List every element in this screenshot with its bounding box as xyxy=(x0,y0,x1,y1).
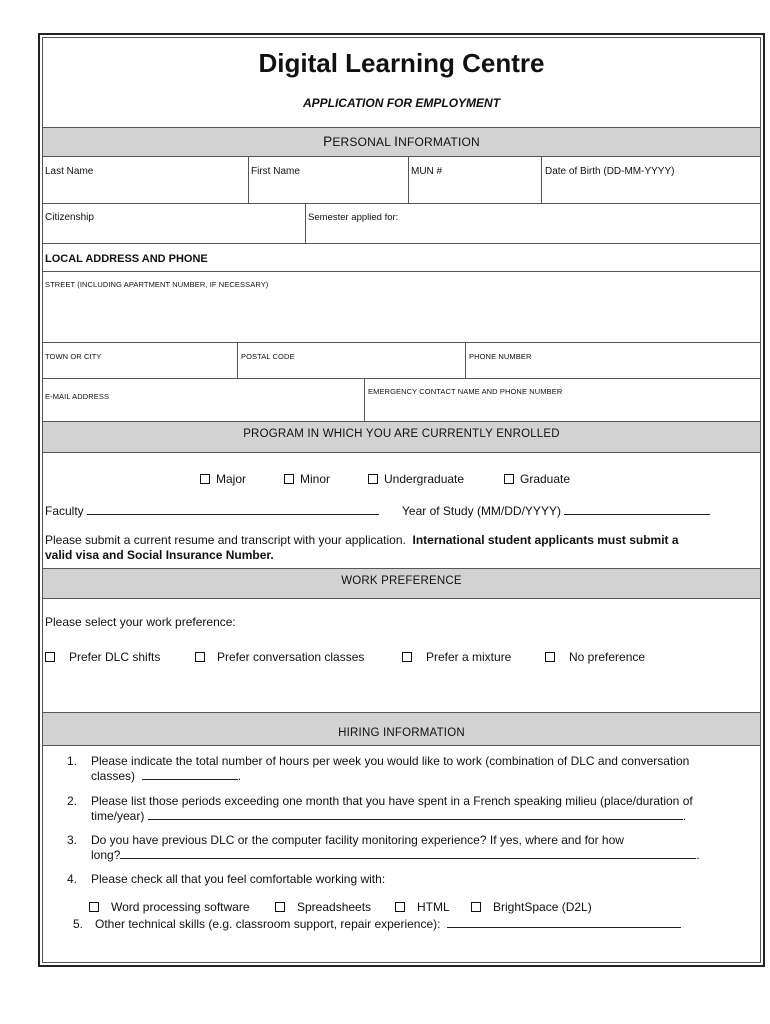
postal-code-label: POSTAL CODE xyxy=(241,352,295,361)
citizenship-label: Citizenship xyxy=(45,212,94,223)
email-field[interactable] xyxy=(43,378,364,421)
street-field[interactable] xyxy=(43,271,764,342)
dob-field[interactable] xyxy=(541,157,764,203)
q5-text-line-1: Other technical skills (e.g. classroom support, repair experience): xyxy=(95,917,681,931)
q4-text-line-1: Please check all that you feel comfortable working with: xyxy=(91,872,386,886)
program-option-undergraduate[interactable]: Undergraduate xyxy=(368,472,464,486)
mun-field[interactable] xyxy=(408,157,541,203)
semester-field[interactable] xyxy=(305,203,764,243)
html-checkbox[interactable] xyxy=(395,902,405,912)
q2-input-line[interactable] xyxy=(148,809,683,820)
work-option-no-preference[interactable]: No preference xyxy=(545,650,645,664)
q1-input-line[interactable] xyxy=(142,769,238,780)
program-note-line-2: valid visa and Social Insurance Number. xyxy=(45,548,274,562)
dob-label: Date of Birth (DD-MM-YYYY) xyxy=(545,166,675,177)
no-preference-checkbox[interactable] xyxy=(545,652,555,662)
program-option-graduate[interactable]: Graduate xyxy=(504,472,570,486)
semester-label: Semester applied for: xyxy=(308,212,399,223)
brightspace-checkbox[interactable] xyxy=(471,902,481,912)
year-of-study-row xyxy=(402,504,710,518)
q5-number: 5. xyxy=(73,917,84,931)
skill-spreadsheets[interactable]: Spreadsheets xyxy=(275,900,371,914)
conversation-classes-checkbox[interactable] xyxy=(195,652,205,662)
year-of-study-label: Year of Study (MM/DD/YYYY) xyxy=(402,504,561,518)
q3-number: 3. xyxy=(67,833,78,847)
form-inner-border xyxy=(42,37,761,963)
year-of-study-input-line[interactable] xyxy=(564,504,710,515)
postal-code-field[interactable] xyxy=(237,342,465,378)
section-work-preference: WORK PREFERENCE xyxy=(43,568,760,599)
form-subtitle: APPLICATION FOR EMPLOYMENT xyxy=(302,96,501,110)
email-label: E-MAIL ADDRESS xyxy=(45,392,110,401)
application-form xyxy=(38,33,765,967)
town-field[interactable] xyxy=(43,342,237,378)
work-option-mixture[interactable]: Prefer a mixture xyxy=(402,650,511,664)
q1-text-line-2: classes) . xyxy=(91,769,242,783)
faculty-input-line[interactable] xyxy=(87,504,379,515)
major-checkbox[interactable] xyxy=(200,474,210,484)
q2-text-line-1: Please list those periods exceeding one month that you have spent in a French speaking milieu (place/duration of xyxy=(91,794,693,808)
q2-number: 2. xyxy=(67,794,78,808)
last-name-label: Last Name xyxy=(45,166,94,177)
q1-number: 1. xyxy=(67,754,78,768)
section-hiring-information: HIRING INFORMATION xyxy=(43,712,760,746)
q3-text-line-2: long? . xyxy=(91,848,700,862)
graduate-checkbox[interactable] xyxy=(504,474,514,484)
word-processing-checkbox[interactable] xyxy=(89,902,99,912)
q4-number: 4. xyxy=(67,872,78,886)
q5-input-line[interactable] xyxy=(447,917,681,928)
town-label: TOWN OR CITY xyxy=(45,352,102,361)
work-option-dlc-shifts[interactable]: Prefer DLC shifts xyxy=(45,650,160,664)
last-name-field[interactable] xyxy=(248,157,408,203)
first-name-label: First Name xyxy=(251,166,300,177)
mun-label: MUN # xyxy=(411,166,443,177)
mixture-checkbox[interactable] xyxy=(402,652,412,662)
program-option-major[interactable]: Major xyxy=(200,472,246,486)
section-program: PROGRAM IN WHICH YOU ARE CURRENTLY ENROLLED xyxy=(43,421,760,453)
emergency-contact-field[interactable] xyxy=(364,378,764,421)
q3-text-line-1: Do you have previous DLC or the computer facility monitoring experience? If yes, where and for how xyxy=(91,833,624,847)
dlc-shifts-checkbox[interactable] xyxy=(45,652,55,662)
q3-input-line[interactable] xyxy=(120,848,696,859)
phone-field[interactable] xyxy=(465,342,764,378)
skill-html[interactable]: HTML xyxy=(395,900,450,914)
q2-text-line-2: time/year) . xyxy=(91,809,687,823)
faculty-row xyxy=(45,504,379,518)
program-option-minor[interactable]: Minor xyxy=(284,472,330,486)
local-address-heading: LOCAL ADDRESS AND PHONE xyxy=(45,253,208,265)
spreadsheets-checkbox[interactable] xyxy=(275,902,285,912)
work-option-conversation-classes[interactable]: Prefer conversation classes xyxy=(195,650,364,664)
last-name-input-area[interactable] xyxy=(43,157,248,203)
faculty-label: Faculty xyxy=(45,504,84,518)
skill-word-processing[interactable]: Word processing software xyxy=(89,900,250,914)
undergraduate-checkbox[interactable] xyxy=(368,474,378,484)
minor-checkbox[interactable] xyxy=(284,474,294,484)
skill-brightspace[interactable]: BrightSpace (D2L) xyxy=(471,900,592,914)
phone-label: PHONE NUMBER xyxy=(469,352,532,361)
street-label: STREET (INCLUDING APARTMENT NUMBER, IF NECESSARY) xyxy=(45,280,269,289)
program-note-line-1: Please submit a current resume and transcript with your application. International student applicants must submit a xyxy=(45,533,679,547)
emergency-contact-label: EMERGENCY CONTACT NAME AND PHONE NUMBER xyxy=(368,387,563,396)
form-title: Digital Learning Centre xyxy=(258,48,545,78)
q1-text-line-1: Please indicate the total number of hours per week you would like to work (combination of DLC and conversation xyxy=(91,754,690,768)
section-personal-information: PERSONAL INFORMATION xyxy=(43,127,760,157)
citizenship-field[interactable] xyxy=(43,203,305,243)
work-preference-prompt: Please select your work preference: xyxy=(45,615,236,629)
